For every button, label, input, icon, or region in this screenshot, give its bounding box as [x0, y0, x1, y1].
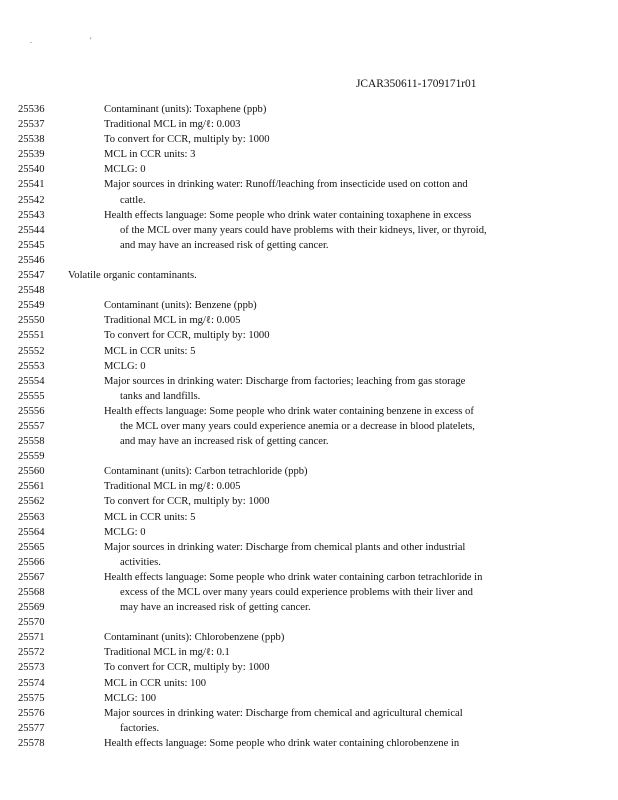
line-number: 25563 — [18, 511, 45, 523]
document-line — [18, 676, 608, 691]
line-text: Major sources in drinking water: Discharge from chemical and agricultural chemical — [104, 707, 463, 719]
line-text: MCL in CCR units: 5 — [104, 345, 196, 357]
document-line — [18, 253, 608, 268]
line-text: and may have an increased risk of getting cancer. — [120, 239, 329, 251]
line-text: the MCL over many years could experience anemia or a decrease in blood platelets, — [120, 420, 475, 432]
document-line — [18, 147, 608, 162]
document-line — [18, 706, 608, 721]
document-line — [18, 585, 608, 600]
line-text: MCL in CCR units: 100 — [104, 677, 207, 689]
line-text: MCL in CCR units: 3 — [104, 149, 196, 161]
document-line — [18, 193, 608, 208]
line-text: Traditional MCL in mg/ℓ: 0.005 — [104, 481, 241, 493]
document-line — [18, 479, 608, 494]
line-number: 25577 — [18, 722, 45, 734]
document-line — [18, 555, 608, 570]
document-line — [18, 615, 608, 630]
line-number: 25567 — [18, 571, 45, 583]
line-number: 25571 — [18, 632, 45, 644]
document-line — [18, 434, 608, 449]
line-number: 25578 — [18, 737, 45, 749]
line-text: activities. — [120, 556, 161, 568]
line-number: 25565 — [18, 541, 45, 553]
line-text: Traditional MCL in mg/ℓ: 0.003 — [104, 119, 241, 131]
line-text: MCL in CCR units: 5 — [104, 511, 196, 523]
document-line — [18, 389, 608, 404]
line-number: 25541 — [18, 179, 45, 191]
line-number: 25558 — [18, 436, 45, 448]
line-number: 25549 — [18, 300, 45, 312]
line-number: 25538 — [18, 134, 45, 146]
document-line — [18, 117, 608, 132]
line-text: Health effects language: Some people who drink water containing benzene in excess of — [104, 405, 474, 417]
line-number: 25564 — [18, 526, 45, 538]
line-number: 25566 — [18, 556, 45, 568]
document-line — [18, 570, 608, 585]
line-number: 25573 — [18, 662, 45, 674]
line-text: MCLG: 0 — [104, 164, 146, 176]
line-number: 25576 — [18, 707, 45, 719]
line-text: Major sources in drinking water: Discharge from chemical plants and other industrial — [104, 541, 466, 553]
document-line — [18, 162, 608, 177]
line-number: 25568 — [18, 587, 45, 598]
line-number: 25572 — [18, 647, 45, 659]
document-id: JCAR350611-1709171r01 — [356, 78, 477, 90]
line-number: 25539 — [18, 149, 45, 161]
line-number: 25542 — [18, 194, 45, 206]
line-text: factories. — [120, 722, 160, 734]
line-number: 25560 — [18, 466, 45, 478]
line-number: 25536 — [18, 104, 45, 115]
line-text: Contaminant (units): Carbon tetrachloride (ppb) — [104, 466, 308, 478]
numbered-lines — [18, 102, 608, 751]
line-number: 25544 — [18, 224, 45, 236]
document-line — [18, 177, 608, 192]
document-line — [18, 630, 608, 645]
line-text: excess of the MCL over many years could experience problems with their liver and — [120, 587, 473, 598]
document-line — [18, 510, 608, 525]
line-number: 25555 — [18, 390, 45, 402]
line-text: To convert for CCR, multiply by: 1000 — [104, 330, 270, 342]
document-line — [18, 374, 608, 389]
line-text: of the MCL over many years could have problems with their kidneys, liver, or thyroid, — [120, 224, 487, 236]
line-number: 25540 — [18, 164, 45, 176]
line-text: To convert for CCR, multiply by: 1000 — [104, 134, 270, 146]
document-line — [18, 328, 608, 343]
document-line — [18, 313, 608, 328]
document-line — [18, 404, 608, 419]
line-text: Health effects language: Some people who drink water containing toxaphene in excess — [104, 209, 472, 221]
line-number: 25575 — [18, 692, 45, 704]
line-number: 25569 — [18, 602, 45, 614]
line-text: Major sources in drinking water: Discharge from factories; leaching from gas storage — [104, 375, 466, 387]
document-line — [18, 283, 608, 298]
line-text: Contaminant (units): Chlorobenzene (ppb) — [104, 632, 285, 644]
document-line — [18, 223, 608, 238]
document-line — [18, 600, 608, 615]
document-line — [18, 464, 608, 479]
line-text: Traditional MCL in mg/ℓ: 0.1 — [104, 647, 230, 659]
scan-marks: . ' — [30, 36, 120, 45]
line-text: cattle. — [120, 194, 146, 206]
document-line — [18, 344, 608, 359]
document-line — [18, 540, 608, 555]
line-text: Contaminant (units): Toxaphene (ppb) — [104, 104, 267, 115]
line-text: and may have an increased risk of getting cancer. — [120, 436, 329, 448]
line-text: To convert for CCR, multiply by: 1000 — [104, 662, 270, 674]
line-text: tanks and landfills. — [120, 390, 201, 402]
line-number: 25561 — [18, 481, 45, 493]
line-number: 25548 — [18, 285, 45, 297]
document-line — [18, 419, 608, 434]
line-number: 25543 — [18, 209, 45, 221]
document-line — [18, 132, 608, 147]
line-text: MCLG: 0 — [104, 360, 146, 372]
line-number: 25547 — [18, 270, 45, 282]
line-number: 25553 — [18, 360, 45, 372]
document-line — [18, 736, 608, 751]
document-line — [18, 238, 608, 253]
line-number: 25574 — [18, 677, 45, 689]
line-number: 25570 — [18, 617, 45, 629]
line-text: Contaminant (units): Benzene (ppb) — [104, 300, 257, 312]
line-number: 25537 — [18, 119, 45, 131]
line-text: Health effects language: Some people who drink water containing carbon tetrachloride in — [104, 571, 483, 583]
line-text: may have an increased risk of getting cancer. — [120, 602, 311, 614]
document-line — [18, 208, 608, 223]
document-line — [18, 268, 608, 283]
line-text: MCLG: 100 — [104, 692, 157, 704]
line-text: Major sources in drinking water: Runoff/leaching from insecticide used on cotton and — [104, 179, 468, 191]
line-number: 25552 — [18, 345, 45, 357]
line-text: MCLG: 0 — [104, 526, 146, 538]
document-line — [18, 660, 608, 675]
document-line — [18, 359, 608, 374]
line-number: 25546 — [18, 254, 45, 266]
line-text: To convert for CCR, multiply by: 1000 — [104, 496, 270, 508]
line-number: 25545 — [18, 239, 45, 251]
line-text: Traditional MCL in mg/ℓ: 0.005 — [104, 315, 241, 327]
line-number: 25562 — [18, 496, 45, 508]
line-number: 25559 — [18, 451, 45, 463]
document-line — [18, 645, 608, 660]
line-text: Health effects language: Some people who drink water containing chlorobenzene in — [104, 737, 460, 749]
document-line — [18, 102, 608, 117]
line-number: 25551 — [18, 330, 45, 342]
line-text: Volatile organic contaminants. — [68, 270, 197, 282]
document-line — [18, 494, 608, 509]
line-number: 25550 — [18, 315, 45, 327]
document-line — [18, 691, 608, 706]
document-line — [18, 525, 608, 540]
document-line — [18, 721, 608, 736]
line-number: 25557 — [18, 420, 45, 432]
line-number: 25554 — [18, 375, 45, 387]
document-line — [18, 449, 608, 464]
document-line — [18, 298, 608, 313]
line-number: 25556 — [18, 405, 45, 417]
